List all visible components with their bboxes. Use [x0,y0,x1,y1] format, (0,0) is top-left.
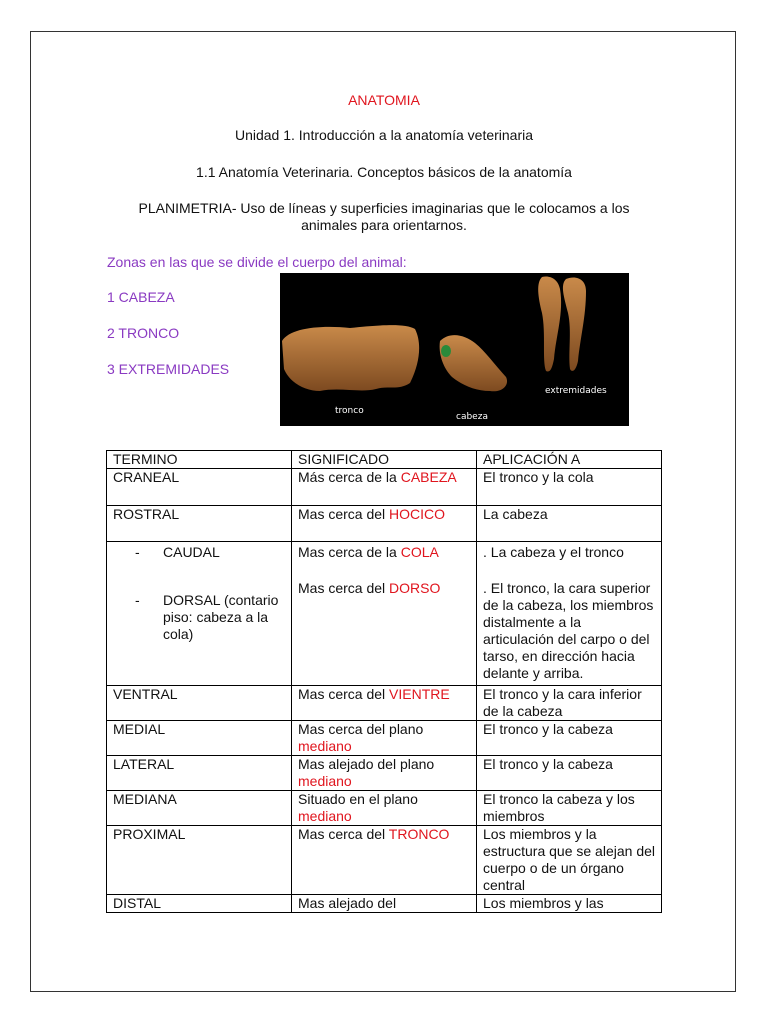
label-cabeza: cabeza [456,412,488,422]
terms-table [106,450,662,913]
table-row [107,895,662,913]
table-row [107,826,662,895]
table-row [107,756,662,791]
list-item: - DORSAL (contario piso: cabeza a la cola) [135,592,279,642]
table-row [107,542,662,686]
head-shape [440,335,507,391]
application-cell: La cabeza [477,506,662,542]
section-heading: 1.1 Anatomía Veterinaria. Conceptos básicos de la anatomía [196,164,572,180]
application-cell: . La cabeza y el tronco . El tronco, la cara superior de la cabeza, los miembros distalmente a la articulación del carpo o del tarso, en dirección hacia delante y arriba. [477,542,662,686]
application-cell: Los miembros y la estructura que se alejan del cuerpo o de un órgano central [477,826,662,895]
legs-shape [538,277,561,372]
application-cell: El tronco y la cabeza [477,721,662,756]
meaning-cell: Mas alejado del [292,895,477,913]
application-cell: Los miembros y las [477,895,662,913]
meaning-cell: Mas cerca del VIENTRE [292,686,477,721]
term-cell: VENTRAL [107,686,292,721]
animal-parts-image [280,273,629,426]
header-aplicacion: APLICACIÓN A [477,451,662,469]
trunk-shape [282,325,419,391]
zone-item-tronco: 2 TRONCO [107,325,180,341]
table-row [107,791,662,826]
meaning-cell: Mas cerca de la COLA Mas cerca del DORSO [292,542,477,686]
animal-parts-illustration [280,273,629,426]
doc-title: ANATOMIA [348,92,420,108]
zones-intro: Zonas en las que se divide el cuerpo del animal: [107,254,407,270]
header-significado: SIGNIFICADO [292,451,477,469]
application-cell: El tronco y la cola [477,469,662,506]
table-row [107,469,662,506]
table-row [107,506,662,542]
table-header-row [107,451,662,469]
term-cell: PROXIMAL [107,826,292,895]
zone-item-cabeza: 1 CABEZA [107,289,175,305]
meaning-cell: Mas cerca del TRONCO [292,826,477,895]
list-item: - CAUDAL [135,544,220,560]
header-termino: TERMINO [107,451,292,469]
planimetria-paragraph: PLANIMETRIA- Uso de líneas y superficies imaginarias que le colocamos a los animales para orientarnos. [138,200,630,233]
term-cell: LATERAL [107,756,292,791]
zone-item-extremidades: 3 EXTREMIDADES [107,361,230,377]
application-cell: El tronco y la cara inferior de la cabeza [477,686,662,721]
term-cell [107,542,292,686]
unit-heading: Unidad 1. Introducción a la anatomía veterinaria [234,127,534,143]
term-cell: CRANEAL [107,469,292,506]
meaning-cell: Mas alejado del plano mediano [292,756,477,791]
term-cell: MEDIAL [107,721,292,756]
term-cell: ROSTRAL [107,506,292,542]
label-extremidades: extremidades [545,386,607,396]
table-row [107,721,662,756]
meaning-cell: Situado en el plano mediano [292,791,477,826]
term-cell: MEDIANA [107,791,292,826]
term-cell: DISTAL [107,895,292,913]
meaning-cell: Mas cerca del plano mediano [292,721,477,756]
application-cell: El tronco la cabeza y los miembros [477,791,662,826]
table-row [107,686,662,721]
application-cell: El tronco y la cabeza [477,756,662,791]
meaning-cell: Más cerca de la CABEZA [292,469,477,506]
meaning-cell: Mas cerca del HOCICO [292,506,477,542]
label-tronco: tronco [335,406,364,416]
